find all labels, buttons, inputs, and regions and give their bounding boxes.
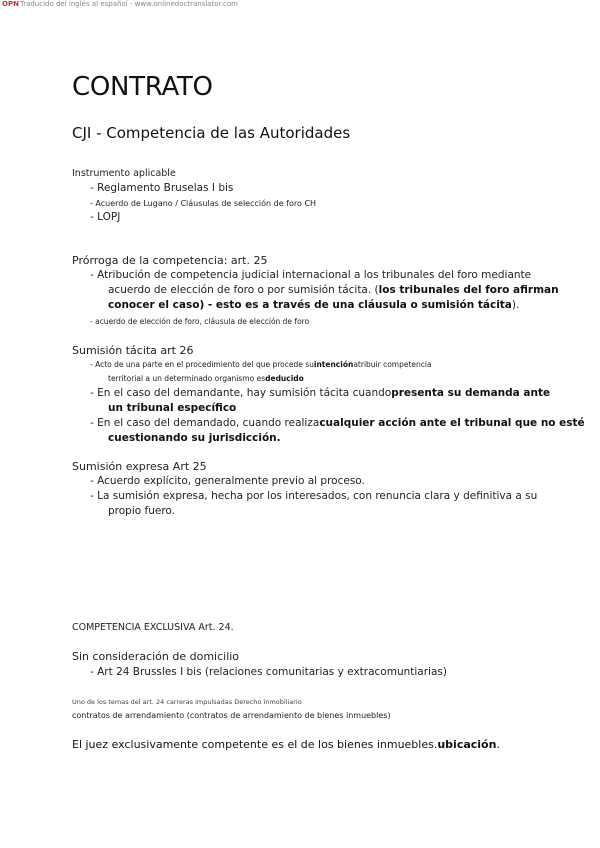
- prorroga-item-2: - acuerdo de elección de foro, cláusula de elección de foro: [90, 317, 310, 326]
- tacita-item-3-line-1: [90, 417, 585, 429]
- prorroga-bold: los tribunales del foro afirman: [378, 284, 559, 296]
- tacita-text-5: - En el caso del demandado, cuando realiza: [90, 417, 320, 429]
- translator-logo: OPN: [2, 0, 19, 8]
- page-subtitle: CJI - Competencia de las Autoridades: [72, 124, 351, 142]
- juez-text: El juez exclusivamente competente es el de los bienes inmuebles.: [72, 738, 438, 751]
- translator-banner: [2, 0, 238, 8]
- translator-banner-text: Traducido del inglés al español - www.onlinedoctranslator.com: [19, 0, 238, 8]
- prorroga-text: acuerdo de elección de foro o por sumisión tácita. (: [108, 284, 379, 296]
- expresa-item-1: - Acuerdo explícito, generalmente previo al proceso.: [90, 475, 365, 487]
- prorroga-item-1-line-1: - Atribución de competencia judicial internacional a los tribunales del foro mediante: [90, 269, 532, 281]
- exclusiva-heading: COMPETENCIA EXCLUSIVA Art. 24.: [72, 622, 234, 633]
- tacita-bold-tribunal: un tribunal específico: [108, 402, 237, 414]
- exclusiva-item-1: - Art 24 Brussles I bis (relaciones comunitarias y extracomuntiarias): [90, 666, 447, 678]
- prorroga-item-1-line-3: [108, 299, 519, 311]
- expresa-heading: Sumisión expresa Art 25: [72, 460, 207, 473]
- expresa-item-2-line-1: - La sumisión expresa, hecha por los interesados, con renuncia clara y definitiva a su: [90, 490, 538, 502]
- tacita-bold-presenta: presenta su demanda ante: [391, 387, 551, 399]
- instrumento-item-3: - LOPJ: [90, 211, 121, 223]
- tacita-text-2: atribuir competencia: [353, 360, 432, 369]
- prorroga-item-1-line-2: [108, 284, 559, 296]
- instrumento-item-1: - Reglamento Bruselas I bis: [90, 182, 234, 194]
- tacita-bold-intencion: intención: [313, 360, 354, 369]
- expresa-item-2-line-2: propio fuero.: [108, 505, 175, 517]
- juez-period: .: [496, 738, 500, 751]
- tacita-item-1-line-2: [108, 374, 304, 383]
- juez-bold-ubicacion: ubicación: [437, 738, 497, 751]
- tacita-item-2-line-1: [90, 387, 550, 399]
- exclusiva-subheading: Sin consideración de domicilio: [72, 650, 240, 663]
- instrumento-heading: Instrumento aplicable: [72, 168, 176, 179]
- instrumento-item-2: - Acuerdo de Lugano / Cláusulas de selección de foro CH: [90, 199, 317, 208]
- exclusiva-juez: [72, 738, 500, 751]
- tacita-item-2-line-2: [108, 402, 236, 414]
- tacita-bold-cuestionando: cuestionando su jurisdicción.: [108, 432, 281, 444]
- tacita-bold-deducido: deducido: [265, 374, 304, 383]
- tacita-heading: Sumisión tácita art 26: [72, 344, 194, 357]
- exclusiva-tiny-note: Uno de los temas del art. 24 carreras impulsadas Derecho inmobiliario: [72, 698, 302, 706]
- page-title: CONTRATO: [72, 72, 213, 102]
- exclusiva-contratos: contratos de arrendamiento (contratos de arrendamiento de bienes inmuebles): [72, 711, 391, 720]
- prorroga-close: ).: [511, 299, 520, 311]
- prorroga-bold-2: conocer el caso) - esto es a través de una cláusula o sumisión tácita: [108, 299, 512, 311]
- tacita-item-3-line-2: [108, 432, 281, 444]
- tacita-text-4: - En el caso del demandante, hay sumisión tácita cuando: [90, 387, 392, 399]
- prorroga-heading: Prórroga de la competencia: art. 25: [72, 254, 268, 267]
- tacita-text-3: territorial a un determinado organismo es: [108, 374, 266, 383]
- tacita-text-1: - Acto de una parte en el procedimiento del que procede su: [90, 360, 314, 369]
- tacita-item-1-line-1: [90, 360, 432, 369]
- tacita-bold-accion: cualquier acción ante el tribunal que no esté: [319, 417, 585, 429]
